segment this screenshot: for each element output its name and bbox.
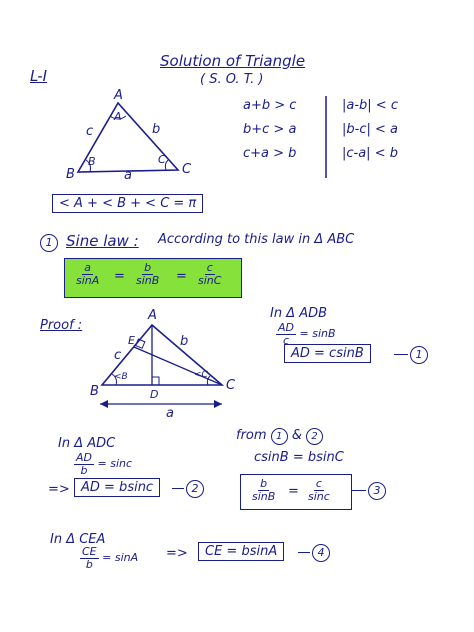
proof-point-e: E bbox=[128, 334, 135, 347]
adb-connector-line bbox=[394, 354, 408, 355]
combine-line-1 bbox=[236, 428, 323, 445]
combine-frac-1-num: b bbox=[260, 477, 268, 490]
proof-angle-b: <B bbox=[114, 372, 128, 382]
adc-heading: In Δ ADC bbox=[58, 436, 116, 451]
adc-connector-line bbox=[172, 488, 184, 489]
adc-arrow: => bbox=[48, 482, 70, 497]
vertex-a-label: A bbox=[114, 88, 123, 103]
combine-frac-1-den: sinB bbox=[252, 489, 276, 503]
adc-frac-den: b bbox=[80, 463, 88, 477]
side-a-label: a bbox=[124, 168, 132, 183]
frac-1-num: a bbox=[84, 261, 92, 274]
cea-frac-den: b bbox=[85, 557, 93, 571]
sine-law-eq-2: = bbox=[176, 269, 187, 284]
frac-1-den: sinA bbox=[76, 273, 100, 287]
angle-b-label: B bbox=[88, 155, 96, 168]
proof-vertex-b: B bbox=[90, 384, 99, 399]
cea-boxed-result: CE = bsinA bbox=[198, 542, 284, 561]
adb-eq: = sinB bbox=[299, 327, 336, 341]
proof-vertex-a: A bbox=[148, 308, 157, 323]
cea-heading: In Δ CEA bbox=[50, 532, 106, 547]
inequality-right-3: |c-a| < b bbox=[342, 146, 398, 161]
frac-2-num: b bbox=[144, 261, 152, 274]
sine-law-frac-1 bbox=[74, 262, 101, 286]
combine-amp: & bbox=[291, 428, 302, 443]
adb-frac-den: c bbox=[282, 333, 290, 347]
adb-heading: In Δ ADB bbox=[270, 306, 328, 321]
sine-law-number: 1 bbox=[40, 234, 58, 252]
combine-fraction-1 bbox=[250, 478, 277, 502]
combine-frac-2-den: sinc bbox=[308, 489, 330, 503]
inequality-left-1: a+b > c bbox=[243, 98, 297, 113]
combine-ref-1: 1 bbox=[271, 428, 288, 445]
inequality-right-1: |a-b| < c bbox=[342, 98, 398, 113]
adc-frac-num: AD bbox=[76, 451, 92, 464]
proof-base-a: a bbox=[166, 406, 174, 421]
proof-point-d: D bbox=[150, 388, 159, 401]
cea-ref-number: 4 bbox=[312, 544, 330, 562]
frac-3-num: c bbox=[206, 261, 213, 274]
combine-heading: from bbox=[236, 428, 267, 443]
angle-sum-box: < A + < B + < C = π bbox=[52, 194, 203, 213]
combine-ref-number: 3 bbox=[368, 482, 386, 500]
combine-connector-line bbox=[352, 490, 366, 491]
lesson-tag: L-I bbox=[30, 67, 48, 85]
cea-arrow: => bbox=[166, 546, 188, 561]
sine-law-frac-3 bbox=[196, 262, 223, 286]
sine-law-eq-1: = bbox=[114, 269, 125, 284]
adb-fraction bbox=[276, 322, 336, 346]
proof-side-b: b bbox=[180, 334, 189, 349]
adb-frac-num: AD bbox=[278, 321, 294, 334]
sine-law-heading: Sine law : bbox=[66, 232, 139, 250]
proof-vertex-c: C bbox=[226, 378, 236, 393]
adc-fraction bbox=[74, 452, 132, 476]
side-c-label: c bbox=[86, 124, 94, 139]
cea-frac-num: CE bbox=[82, 545, 97, 558]
proof-side-c: c bbox=[114, 348, 122, 363]
adb-boxed-result: AD = csinB bbox=[284, 344, 371, 363]
proof-angle-c: <C bbox=[194, 370, 208, 380]
sine-law-description: According to this law in Δ ABC bbox=[158, 232, 355, 247]
proof-label: Proof : bbox=[40, 318, 83, 333]
inequality-left-2: b+c > a bbox=[243, 122, 297, 137]
cea-eq: = sinA bbox=[102, 551, 139, 565]
inequality-left-3: c+a > b bbox=[243, 146, 297, 161]
combine-equation: csinB = bsinC bbox=[254, 450, 344, 465]
vertex-c-label: C bbox=[182, 162, 192, 177]
vertex-b-label: B bbox=[66, 167, 75, 182]
angle-c-label: C bbox=[158, 153, 166, 166]
adc-eq: = sinc bbox=[97, 457, 133, 471]
adc-ref-number: 2 bbox=[186, 480, 204, 498]
adc-boxed-result: AD = bsinc bbox=[74, 478, 160, 497]
side-b-label: b bbox=[152, 122, 161, 137]
sine-law-frac-2 bbox=[134, 262, 161, 286]
combine-eq: = bbox=[288, 484, 299, 499]
cea-connector-line bbox=[298, 552, 310, 553]
cea-fraction bbox=[80, 546, 138, 570]
angle-a-label: A bbox=[114, 110, 122, 123]
combine-ref-2: 2 bbox=[306, 428, 323, 445]
page-subtitle: ( S. O. T. ) bbox=[200, 72, 264, 87]
page-title: Solution of Triangle bbox=[160, 52, 306, 70]
combine-fraction-2 bbox=[306, 478, 332, 502]
inequality-right-2: |b-c| < a bbox=[342, 122, 398, 137]
adb-ref-number: 1 bbox=[410, 346, 428, 364]
combine-frac-2-num: c bbox=[315, 477, 322, 490]
frac-3-den: sinC bbox=[198, 273, 222, 287]
frac-2-den: sinB bbox=[136, 273, 160, 287]
